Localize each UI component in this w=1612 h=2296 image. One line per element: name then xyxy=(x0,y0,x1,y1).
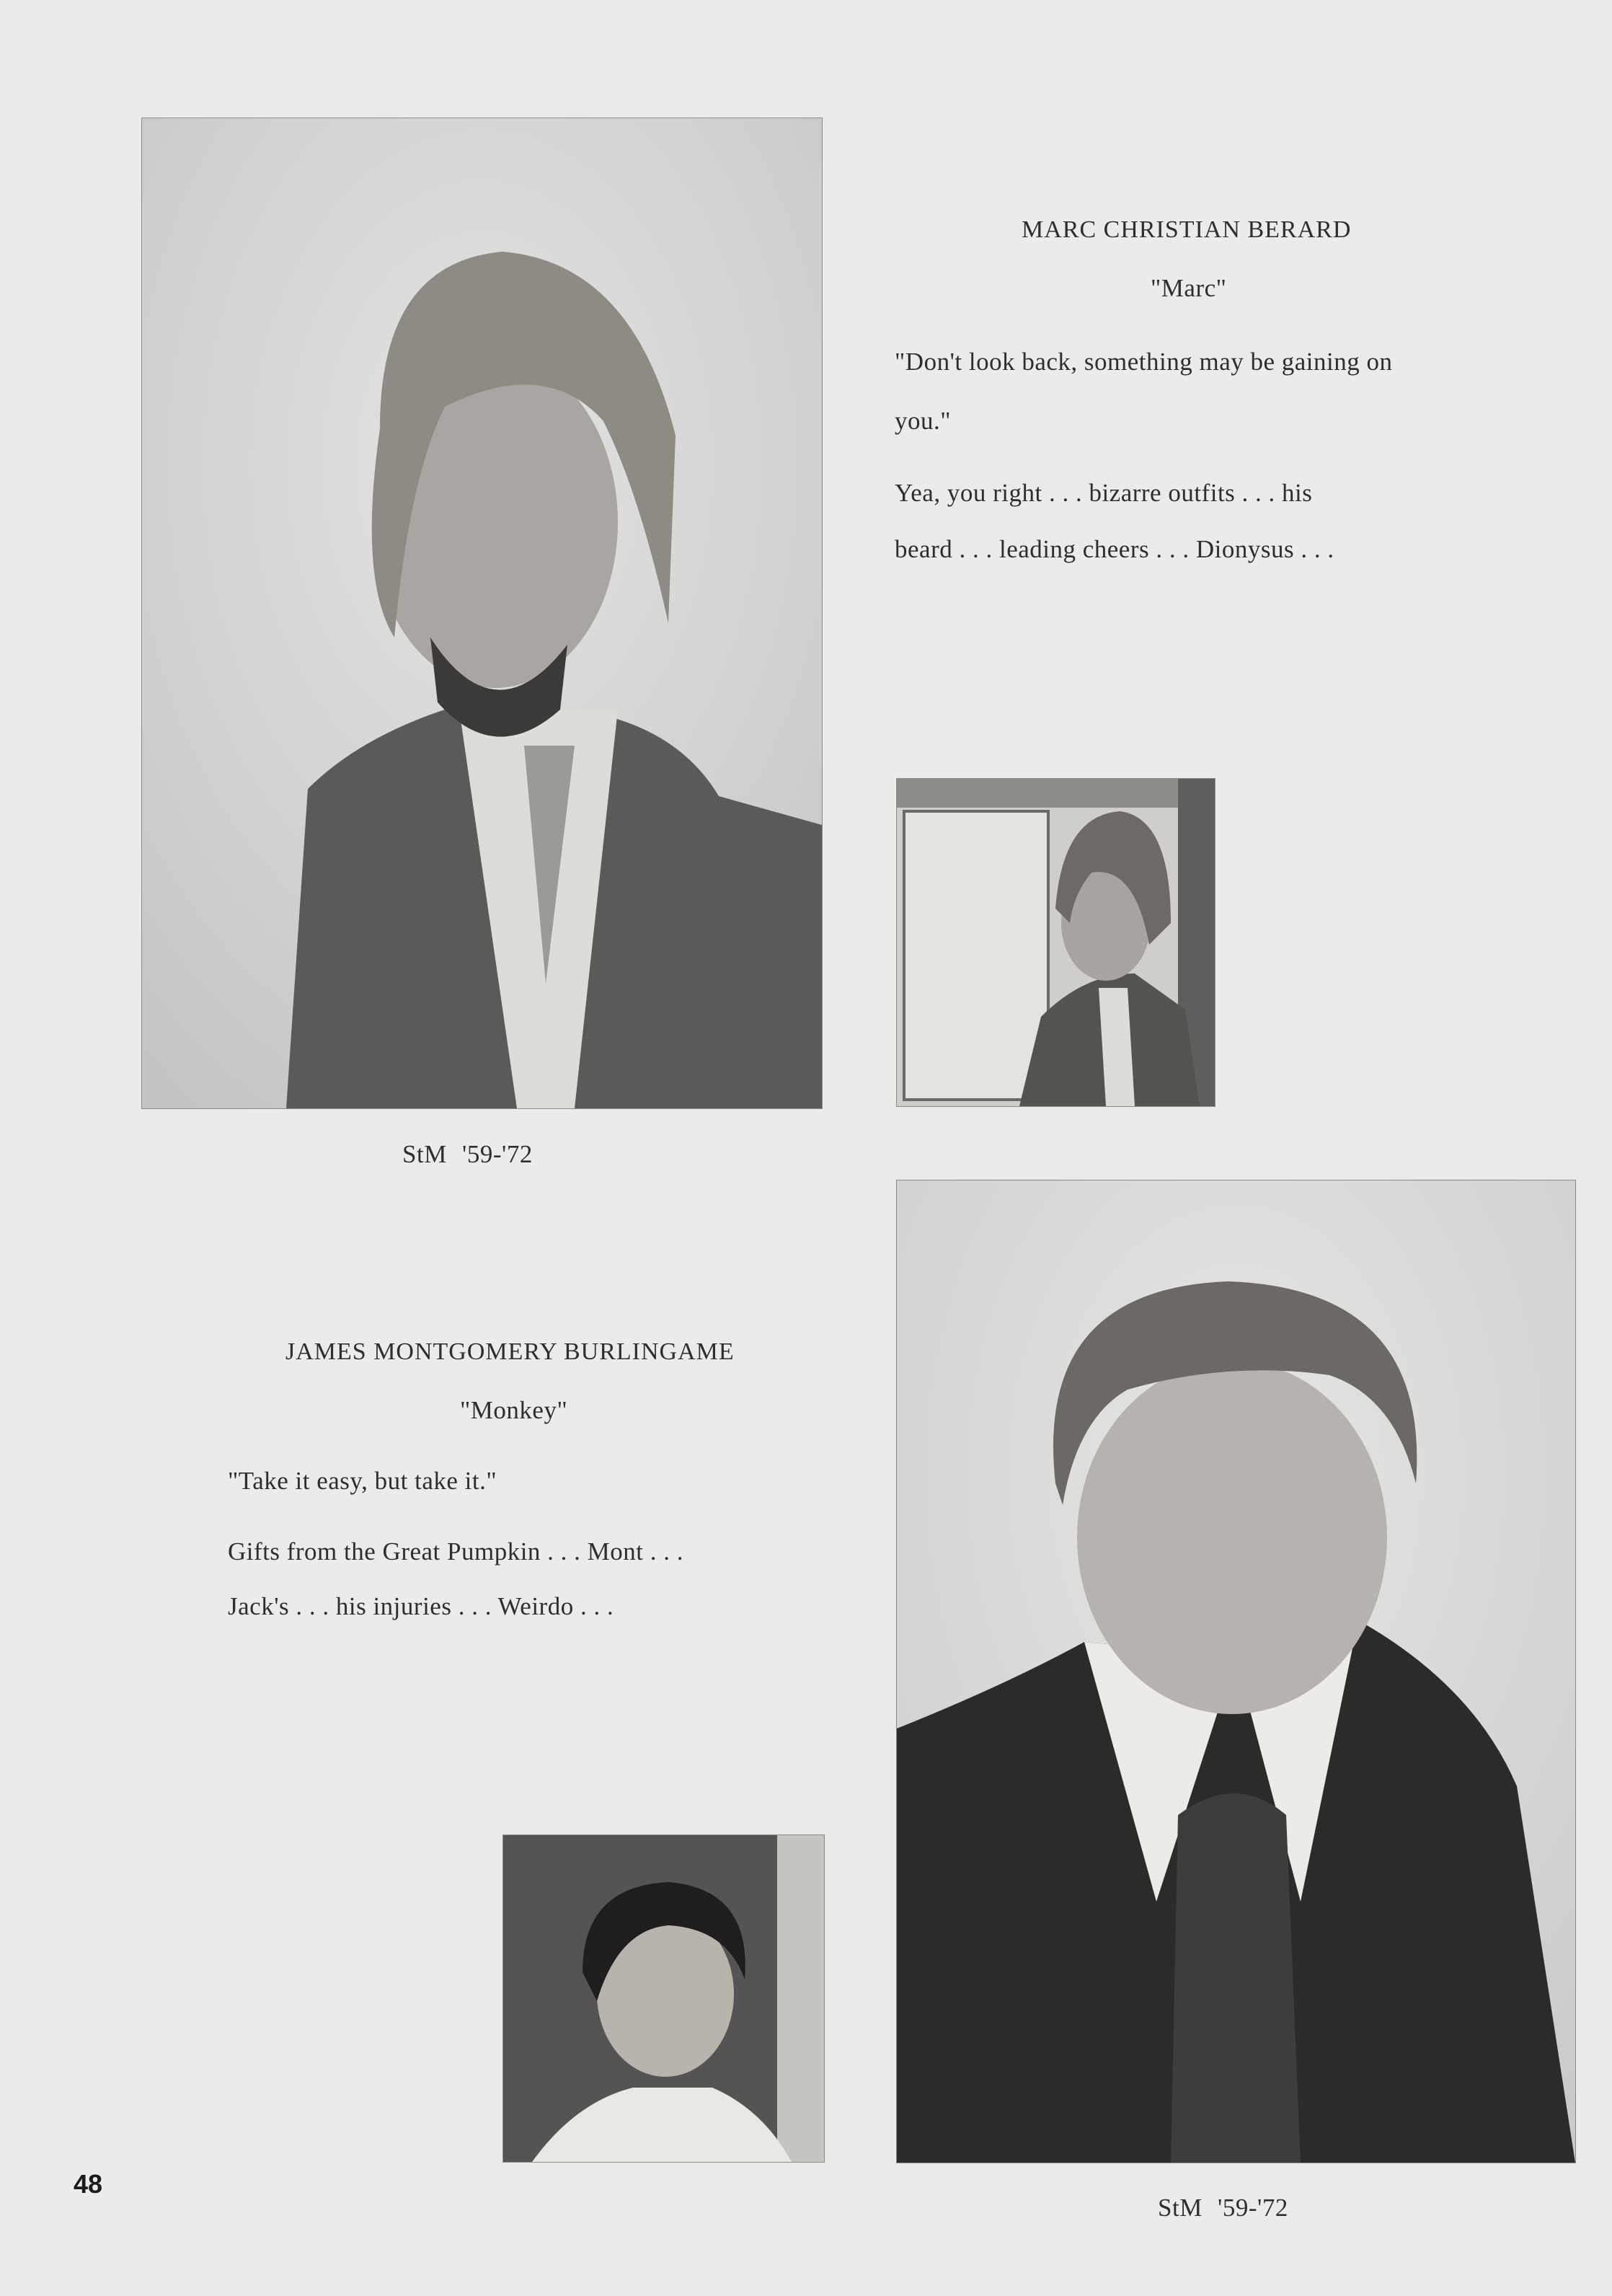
years-marc: StM '59-'72 xyxy=(402,1140,533,1168)
student-name-marc: MARC CHRISTIAN BERARD xyxy=(1022,216,1352,243)
quote-line1-marc: "Don't look back, something may be gaining on xyxy=(895,348,1393,376)
quote-line1-james: "Take it easy, but take it." xyxy=(228,1467,497,1495)
notes-line1-marc: Yea, you right . . . bizarre outfits . . . his xyxy=(895,479,1313,507)
quote-line2-marc: you." xyxy=(895,407,952,435)
years-james: StM '59-'72 xyxy=(1158,2194,1288,2222)
portrait-photo-james xyxy=(896,1180,1576,2163)
page-number: 48 xyxy=(74,2169,103,2199)
notes-line1-james: Gifts from the Great Pumpkin . . . Mont . . . xyxy=(228,1537,684,1566)
candid-photo-marc xyxy=(896,778,1215,1107)
portrait-photo-marc xyxy=(141,118,823,1109)
candid-photo-james xyxy=(502,1834,825,2163)
notes-line2-marc: beard . . . leading cheers . . . Dionysus . . . xyxy=(895,535,1334,563)
nickname-marc: "Marc" xyxy=(1151,274,1227,302)
student-name-james: JAMES MONTGOMERY BURLINGAME xyxy=(285,1338,735,1365)
notes-line2-james: Jack's . . . his injuries . . . Weirdo . . . xyxy=(228,1592,614,1620)
nickname-james: "Monkey" xyxy=(460,1396,568,1424)
